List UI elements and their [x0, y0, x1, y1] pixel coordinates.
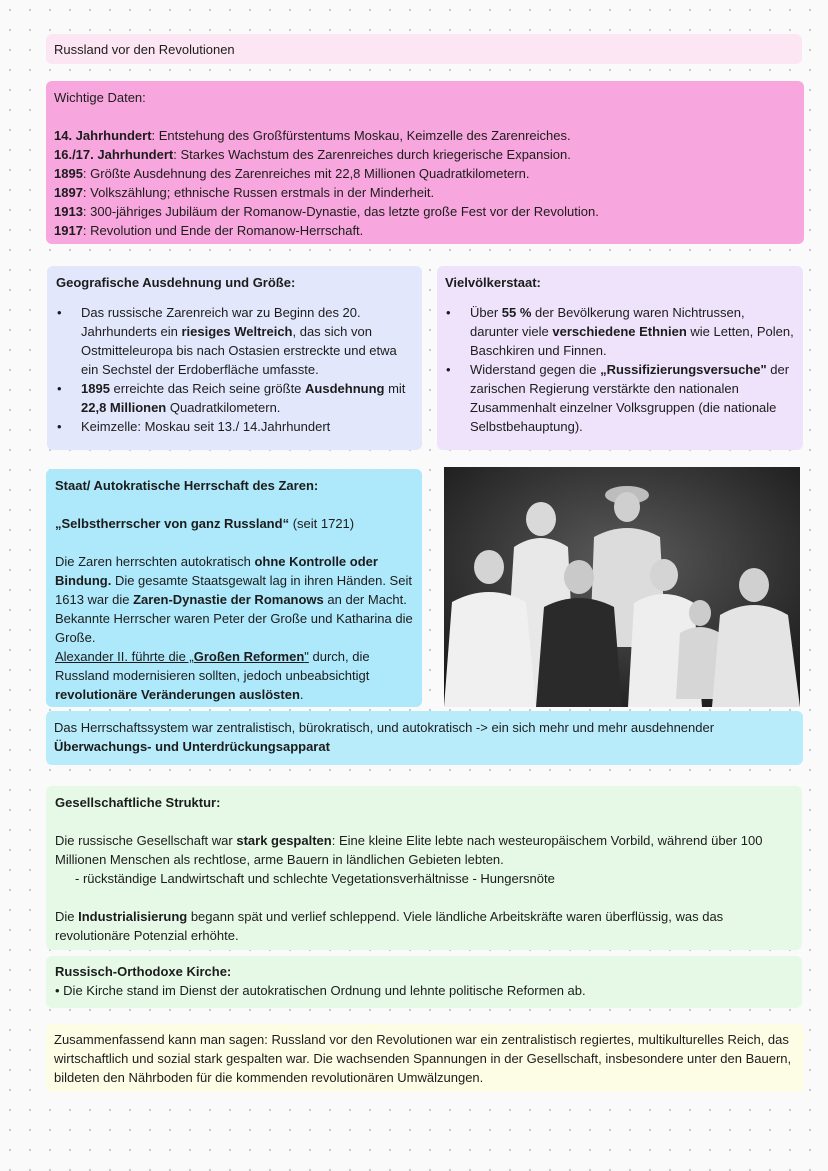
geography-box: [47, 266, 422, 450]
list-item: • 1895 erreichte das Reich seine größte Ausdehnung mit 22,8 Millionen Quadratkilometern.: [56, 379, 413, 417]
summary-text: Zusammenfassend kann man sagen: Russland vor den Revolutionen war ein zentralistisch regiertes, multikulturelles Reich, das wirtschaftlich und sozial stark gespalten war. Die wachsenden Spannungen in der Gesellschaft, insbesondere unter den Bauern, bildeten den Nährboden für die kommenden revolutionären Umwälzungen.: [54, 1032, 792, 1085]
church-box: [46, 956, 802, 1008]
industrialization-paragraph: Die Industrialisierung begann spät und verlief schleppend. Viele ländliche Arbeitskräfte waren überflüssig, was das revolutionäre Potenzial erhöhte.: [55, 909, 724, 943]
multiethnic-list: [445, 303, 795, 436]
society-dash-line: - rückständige Landwirtschaft und schlechte Vegetationsverhältnisse - Hungersnöte: [75, 871, 555, 886]
photo-illustration: [444, 467, 800, 707]
multiethnic-box: [437, 266, 803, 450]
geography-heading: Geografische Ausdehnung und Größe:: [56, 275, 296, 290]
government-system-box: [46, 711, 803, 765]
multiethnic-heading: Vielvölkerstaat:: [445, 275, 541, 290]
society-paragraph: Die russische Gesellschaft war stark gespalten: Eine kleine Elite lebte nach westeuropäischem Vorbild, während über 100 Millionen Menschen als rechtlose, arme Bauern in ländlichen Gebieten lebten.: [55, 833, 763, 867]
list-item: • Keimzelle: Moskau seit 13./ 14.Jahrhundert: [56, 417, 413, 436]
autocracy-box: [46, 469, 422, 707]
date-item: 1913: 300-jähriges Jubiläum der Romanow-Dynastie, das letzte große Fest vor der Revolution.: [54, 204, 599, 219]
romanov-family-photo: [444, 467, 800, 707]
autocracy-heading: Staat/ Autokratische Herrschaft des Zaren:: [55, 478, 319, 493]
date-item: 16./17. Jahrhundert: Starkes Wachstum des Zarenreiches durch kriegerische Expansion.: [54, 147, 571, 162]
autocracy-paragraph: Die Zaren herrschten autokratisch ohne Kontrolle oder Bindung. Die gesamte Staatsgewalt lag in ihren Händen. Seit 1613 war die Zaren-Dynastie der Romanows an der Macht. Bekannte Herrscher waren Peter der Große und Katharina die Große.: [55, 554, 413, 645]
list-item: • Das russische Zarenreich war zu Beginn des 20. Jahrhunderts ein riesiges Weltreich, das sich von Ostmitteleuropa bis nach Ostasien erstreckte und etwa ein Sechstel der Erdoberfläche umfasste.: [56, 303, 413, 379]
important-dates-box: [46, 81, 804, 244]
autocracy-subtitle: „Selbstherrscher von ganz Russland“ (seit 1721): [55, 516, 355, 531]
date-item: 1895: Größte Ausdehnung des Zarenreiches mit 22,8 Millionen Quadratkilometern.: [54, 166, 530, 181]
list-item: • Widerstand gegen die „Russifizierungsversuche" der zarischen Regierung verstärkte den nationalen Zusammenhalt einzelner Volksgruppen (die nationale Selbstbehauptung).: [445, 360, 795, 436]
date-item: 14. Jahrhundert: Entstehung des Großfürstentums Moskau, Keimzelle des Zarenreiches.: [54, 128, 571, 143]
society-box: [46, 786, 802, 950]
government-system-text: Das Herrschaftssystem war zentralistisch, bürokratisch, und autokratisch -> ein sich mehr und mehr ausdehnender Überwachungs- und Unterdrückungsapparat: [54, 720, 715, 754]
society-heading: Gesellschaftliche Struktur:: [55, 795, 221, 810]
date-item: 1917: Revolution und Ende der Romanow-Herrschaft.: [54, 223, 364, 238]
church-text: • Die Kirche stand im Dienst der autokratischen Ordnung und lehnte politische Reformen ab.: [55, 983, 586, 998]
page-title: Russland vor den Revolutionen: [54, 42, 235, 57]
reforms-paragraph: Alexander II. führte die „Großen Reformen" durch, die Russland modernisieren sollten, jedoch unbeabsichtigt revolutionäre Veränderungen auslösten.: [55, 649, 370, 702]
date-item: 1897: Volkszählung; ethnische Russen erstmals in der Minderheit.: [54, 185, 435, 200]
dates-heading: Wichtige Daten:: [54, 90, 146, 105]
geography-list: [56, 303, 413, 436]
list-item: • Über 55 % der Bevölkerung waren Nichtrussen, darunter viele verschiedene Ethnien wie Letten, Polen, Baschkiren und Finnen.: [445, 303, 795, 360]
church-heading: Russisch-Orthodoxe Kirche:: [55, 964, 232, 979]
page-title-box: [46, 34, 802, 64]
summary-box: [46, 1024, 804, 1092]
